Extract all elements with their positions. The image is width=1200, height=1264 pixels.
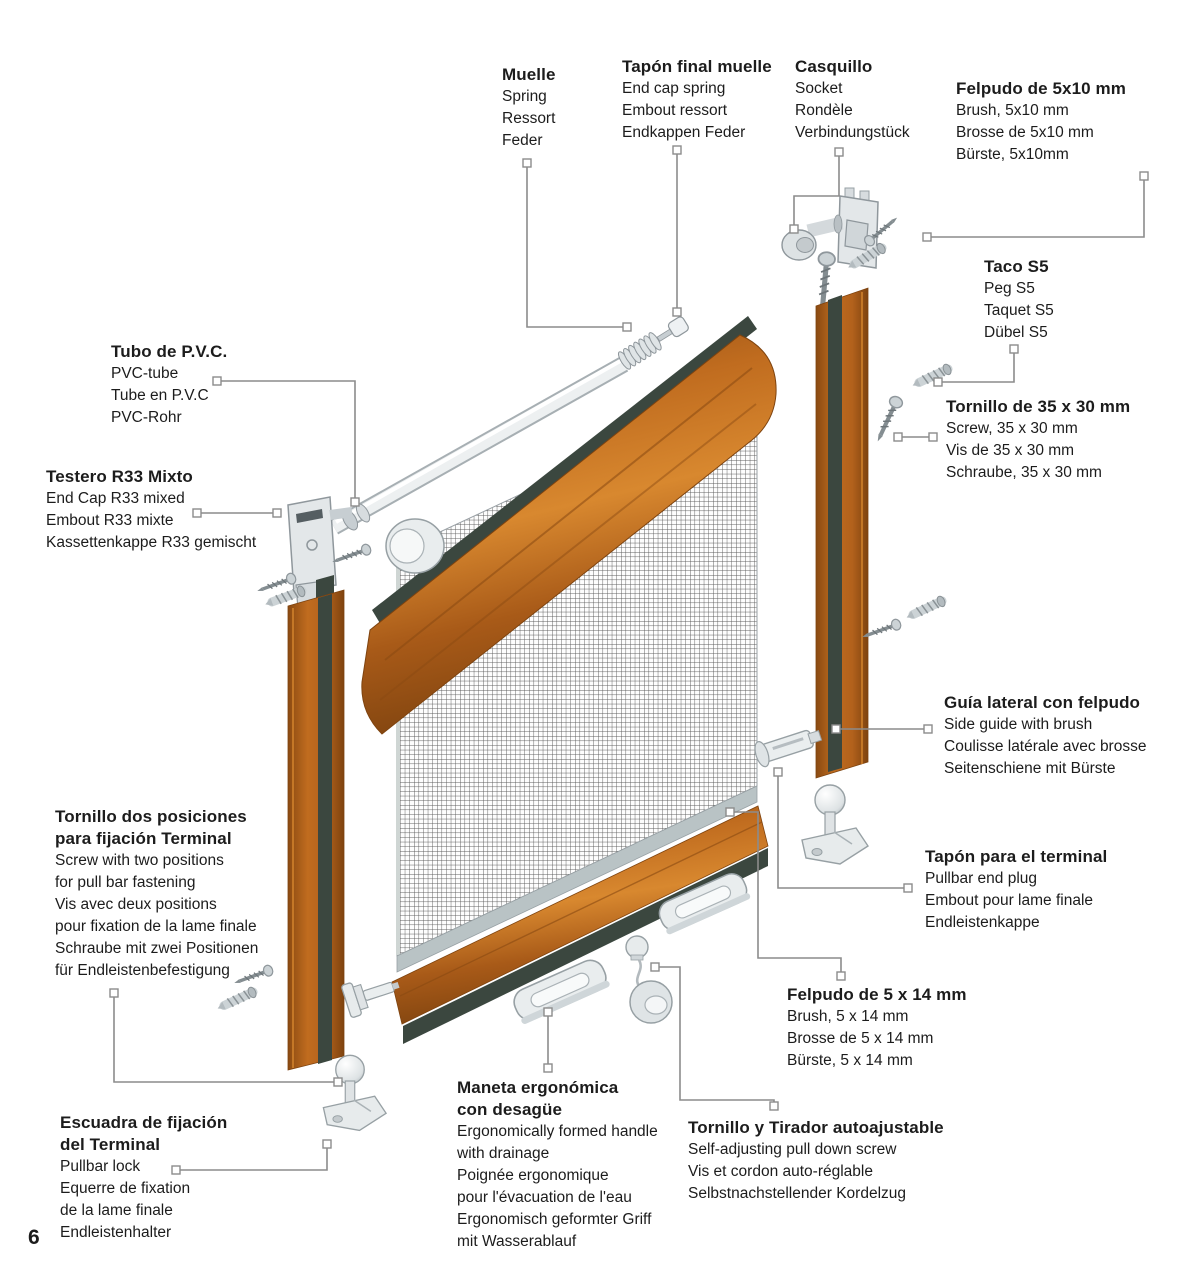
right-side-guide: [816, 288, 868, 778]
pull-cord-screw: [626, 936, 672, 1023]
label-title: Felpudo de 5 x 14 mm: [787, 985, 967, 1004]
socket-icon: [782, 230, 816, 260]
label-title: Tornillo dos posiciones: [55, 807, 247, 826]
label-end-cap-spring: Tapón final muelle End cap spring Embout ressort Endkappen Feder: [622, 57, 772, 141]
label-title: Tubo de P.V.C.: [111, 342, 228, 361]
pullbar-lock-icon: [323, 1055, 386, 1130]
label-title: Maneta ergonómica: [457, 1078, 619, 1097]
label-title: Guía lateral con felpudo: [944, 693, 1141, 712]
label-end-cap-r33: Testero R33 Mixto End Cap R33 mixed Embout R33 mixte Kassettenkappe R33 gemischt: [46, 467, 257, 551]
label-handle: Maneta ergonómica con desagüe Ergonomically formed handle with drainage Poignée ergonomique pour l'évacuation de l'eau Ergonomisch geformter Griff mit Wasserablauf: [457, 1078, 658, 1250]
wall-peg-icon: [910, 363, 952, 391]
label-pull-down-screw: Tornillo y Tirador autoajustable Self-adjusting pull down screw Vis et cordon auto-réglable Selbstnachstellender Kordelzug: [688, 1118, 944, 1202]
label-title: Testero R33 Mixto: [46, 467, 193, 486]
label-title: Felpudo de 5x10 mm: [956, 79, 1126, 98]
screw-icon: [330, 543, 372, 567]
label-brush-5x10: Felpudo de 5x10 mm Brush, 5x10 mm Brosse de 5x10 mm Bürste, 5x10mm: [956, 79, 1126, 163]
label-two-position-screw: Tornillo dos posiciones para fijación Terminal Screw with two positions for pull bar fastening Vis avec deux positions pour fixation de la lame finale Schraube mit zwei Positionen für Endleistenbefestigung: [55, 807, 259, 979]
label-title: Tornillo y Tirador autoajustable: [688, 1118, 944, 1137]
label-title: Muelle: [502, 65, 556, 84]
label-title: Escuadra de fijación: [60, 1113, 228, 1132]
page-number: 6: [28, 1226, 40, 1249]
label-title: Tapón final muelle: [622, 57, 772, 76]
left-side-guide: [288, 575, 344, 1070]
label-pullbar-lock: Escuadra de fijación del Terminal Pullbar lock Equerre de fixation de la lame finale Endleistenhalter: [60, 1113, 228, 1241]
label-title-line2: del Terminal: [60, 1135, 161, 1154]
label-side-guide: Guía lateral con felpudo Side guide with brush Coulisse latérale avec brosse Seitenschiene mit Bürste: [944, 693, 1147, 777]
label-spring: Muelle Spring Ressort Feder: [502, 65, 556, 149]
label-title: Casquillo: [795, 57, 873, 76]
guide-brush-slot: [828, 295, 842, 772]
wall-peg-icon: [904, 595, 946, 623]
label-brush-5x14: Felpudo de 5 x 14 mm Brush, 5 x 14 mm Brosse de 5 x 14 mm Bürste, 5 x 14 mm: [787, 985, 967, 1069]
pullbar-end-plug: [752, 723, 824, 768]
label-title: Tornillo de 35 x 30 mm: [946, 397, 1131, 416]
label-title: Taco S5: [984, 257, 1049, 276]
guide-brush-slot: [318, 594, 332, 1064]
label-title-line2: para fijación Terminal: [55, 829, 232, 848]
label-title-line2: con desagüe: [457, 1100, 563, 1119]
wall-peg-icon: [215, 986, 257, 1014]
pullbar-lock-icon: [802, 785, 868, 864]
label-peg-s5: Taco S5 Peg S5 Taquet S5 Dübel S5: [984, 257, 1054, 341]
label-pvc-tube: Tubo de P.V.C. PVC-tube Tube en P.V.C PVC-Rohr: [111, 342, 228, 426]
label-screw-35x30: Tornillo de 35 x 30 mm Screw, 35 x 30 mm Vis de 35 x 30 mm Schraube, 35 x 30 mm: [946, 397, 1131, 481]
label-socket: Casquillo Socket Rondèle Verbindungstück: [795, 57, 910, 141]
label-title: Tapón para el terminal: [925, 847, 1108, 866]
label-pullbar-end-plug: Tapón para el terminal Pullbar end plug Embout pour lame finale Endleistenkappe: [925, 847, 1108, 931]
